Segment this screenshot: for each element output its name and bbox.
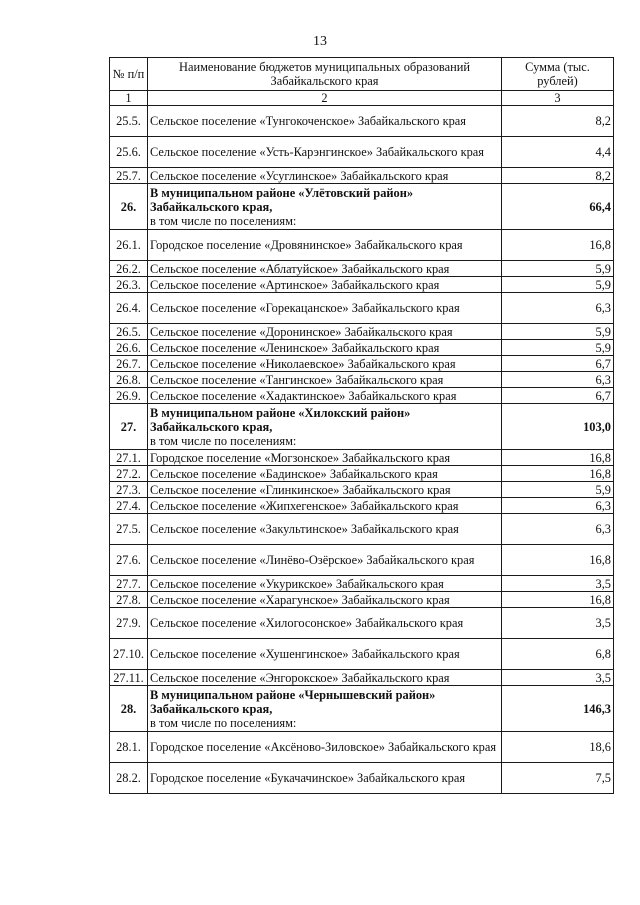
settlement-name: Городское поселение «Аксёново-Зиловское» Забайкальского края [148,732,502,763]
row-amount: 6,3 [502,372,614,388]
row-number: 27.2. [110,466,148,482]
settlement-row [110,340,614,356]
district-total-row [110,184,614,230]
row-number: 26.1. [110,230,148,261]
row-amount: 16,8 [502,592,614,608]
settlement-row [110,482,614,498]
settlement-row [110,230,614,261]
district-subtitle: в том числе по поселениям: [150,715,297,730]
header-amount: Сумма (тыс. рублей) [502,58,614,91]
district-name-cell [148,686,502,732]
row-amount: 6,7 [502,388,614,404]
district-name-cell [148,404,502,450]
settlement-row [110,576,614,592]
column-index-1: 1 [110,91,148,106]
settlement-name: Сельское поселение «Укурикское» Забайкальского края [148,576,502,592]
column-index-3: 3 [502,91,614,106]
row-amount: 3,5 [502,576,614,592]
row-amount: 6,3 [502,293,614,324]
row-amount: 16,8 [502,230,614,261]
row-number: 27.3. [110,482,148,498]
settlement-row [110,466,614,482]
settlement-row [110,608,614,639]
row-amount: 4,4 [502,137,614,168]
settlement-row [110,639,614,670]
settlement-name: Сельское поселение «Хадактинское» Забайкальского края [148,388,502,404]
row-number: 27.9. [110,608,148,639]
row-amount: 18,6 [502,732,614,763]
settlement-name: Сельское поселение «Хилогосонское» Забайкальского края [148,608,502,639]
settlement-row [110,514,614,545]
row-amount: 16,8 [502,466,614,482]
district-name-cell [148,184,502,230]
column-index-row [110,91,614,106]
row-amount: 5,9 [502,340,614,356]
settlement-row [110,372,614,388]
settlement-row [110,293,614,324]
row-amount: 66,4 [502,184,614,230]
settlement-name: Сельское поселение «Хушенгинское» Забайкальского края [148,639,502,670]
header-budget-name: Наименование бюджетов муниципальных образований Забайкальского края [148,58,502,91]
settlement-name: Сельское поселение «Артинское» Забайкальского края [148,277,502,293]
row-number: 27.4. [110,498,148,514]
settlement-name: Сельское поселение «Глинкинское» Забайкальского края [148,482,502,498]
district-total-row [110,686,614,732]
row-number: 27.10. [110,639,148,670]
row-amount: 8,2 [502,168,614,184]
row-amount: 5,9 [502,261,614,277]
settlement-row [110,356,614,372]
settlement-name: Городское поселение «Дровянинское» Забайкальского края [148,230,502,261]
row-number: 25.5. [110,106,148,137]
column-index-2: 2 [148,91,502,106]
row-number: 25.7. [110,168,148,184]
settlement-name: Сельское поселение «Усть-Карэнгинское» Забайкальского края [148,137,502,168]
settlement-row [110,592,614,608]
row-number: 27.6. [110,545,148,576]
settlement-name: Городское поселение «Букачачинское» Забайкальского края [148,763,502,794]
row-amount: 7,5 [502,763,614,794]
row-number: 27. [110,404,148,450]
table-header-row [110,58,614,91]
row-amount: 5,9 [502,324,614,340]
settlement-row [110,106,614,137]
settlement-name: Сельское поселение «Энгорокское» Забайкальского края [148,670,502,686]
row-number: 26. [110,184,148,230]
district-subtitle: в том числе по поселениям: [150,213,297,228]
settlement-row [110,261,614,277]
settlement-name: Сельское поселение «Бадинское» Забайкальского края [148,466,502,482]
row-number: 26.2. [110,261,148,277]
settlement-name: Сельское поселение «Усуглинское» Забайкальского края [148,168,502,184]
settlement-row [110,450,614,466]
row-number: 27.1. [110,450,148,466]
settlement-name: Сельское поселение «Николаевское» Забайкальского края [148,356,502,372]
district-total-row [110,404,614,450]
budget-allocation-table [109,57,614,794]
row-number: 28.1. [110,732,148,763]
settlement-row [110,498,614,514]
district-name: В муниципальном районе «Улётовский район» Забайкальского края, [150,185,414,214]
settlement-name: Сельское поселение «Доронинское» Забайкальского края [148,324,502,340]
district-subtitle: в том числе по поселениям: [150,433,297,448]
row-number: 25.6. [110,137,148,168]
row-number: 28. [110,686,148,732]
settlement-name: Сельское поселение «Линёво-Озёрское» Забайкальского края [148,545,502,576]
settlement-name: Сельское поселение «Харагунское» Забайкальского края [148,592,502,608]
settlement-name: Сельское поселение «Ленинское» Забайкальского края [148,340,502,356]
row-amount: 16,8 [502,545,614,576]
settlement-row [110,388,614,404]
row-amount: 6,3 [502,514,614,545]
settlement-name: Сельское поселение «Горекацанское» Забайкальского края [148,293,502,324]
page-number: 13 [313,34,327,49]
row-amount: 6,7 [502,356,614,372]
row-amount: 6,8 [502,639,614,670]
settlement-row [110,168,614,184]
row-amount: 16,8 [502,450,614,466]
settlement-name: Сельское поселение «Тангинское» Забайкальского края [148,372,502,388]
settlement-row [110,732,614,763]
row-number: 27.11. [110,670,148,686]
row-amount: 146,3 [502,686,614,732]
row-amount: 6,3 [502,498,614,514]
row-number: 26.7. [110,356,148,372]
row-number: 26.9. [110,388,148,404]
row-amount: 3,5 [502,608,614,639]
table-body [110,106,614,794]
row-number: 26.3. [110,277,148,293]
row-number: 26.8. [110,372,148,388]
row-number: 27.5. [110,514,148,545]
settlement-row [110,545,614,576]
row-number: 26.6. [110,340,148,356]
settlement-row [110,670,614,686]
settlement-name: Сельское поселение «Тунгокоченское» Забайкальского края [148,106,502,137]
settlement-row [110,324,614,340]
settlement-name: Сельское поселение «Аблатуйское» Забайкальского края [148,261,502,277]
settlement-name: Городское поселение «Могзонское» Забайкальского края [148,450,502,466]
district-name: В муниципальном районе «Хилокский район» Забайкальского края, [150,405,411,434]
row-number: 26.5. [110,324,148,340]
row-number: 26.4. [110,293,148,324]
row-number: 27.8. [110,592,148,608]
row-amount: 5,9 [502,482,614,498]
settlement-row [110,763,614,794]
header-number: № п/п [110,58,148,91]
district-name: В муниципальном районе «Чернышевский район» Забайкальского края, [150,687,436,716]
settlement-row [110,137,614,168]
settlement-name: Сельское поселение «Закультинское» Забайкальского края [148,514,502,545]
settlement-name: Сельское поселение «Жипхегенское» Забайкальского края [148,498,502,514]
row-number: 27.7. [110,576,148,592]
row-amount: 103,0 [502,404,614,450]
row-number: 28.2. [110,763,148,794]
settlement-row [110,277,614,293]
row-amount: 3,5 [502,670,614,686]
row-amount: 5,9 [502,277,614,293]
row-amount: 8,2 [502,106,614,137]
